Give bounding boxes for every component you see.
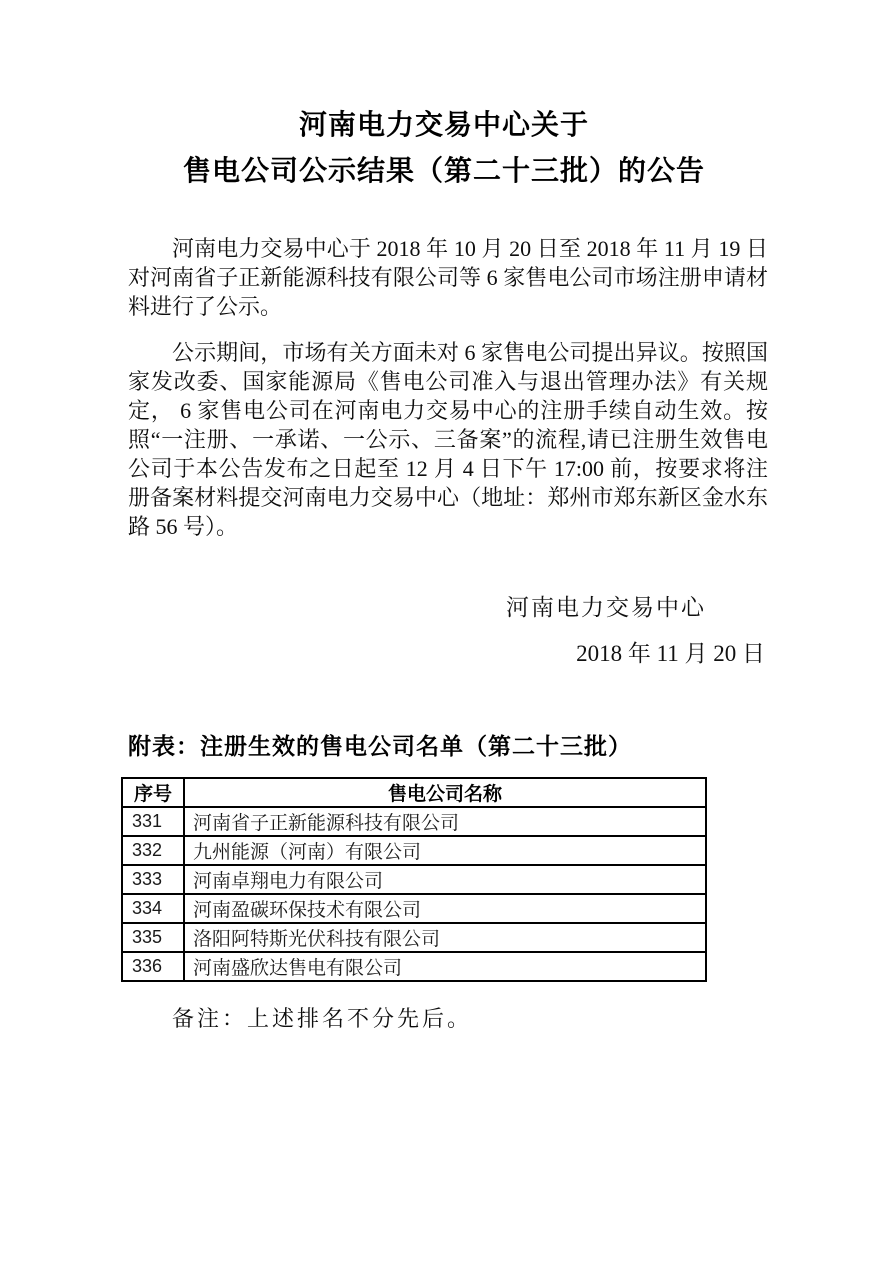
- document-title-line1: 河南电力交易中心关于: [298, 109, 589, 140]
- note: 备注：上述排名不分先后。: [172, 1006, 473, 1031]
- paragraph-1: 河南电力交易中心于 2018 年 10 月 20 日至 2018 年 11 月 19 日对河南省子正新能源科技有限公司等 6 家售电公司市场注册申请材料进行了公示。: [128, 236, 768, 319]
- appendix-title: 附表：注册生效的售电公司名单（第二十三批）: [128, 733, 632, 759]
- paragraph-2: 公示期间，市场有关方面未对 6 家售电公司提出异议。按照国家发改委、国家能源局《售电公司准入与退出管理办法》有关规定， 6 家售电公司在河南电力交易中心的注册手续自动生效。按照“一注册、一承诺、一公示、三备案”的流程,请已注册生效售电公司于本公告发布之日起至 12 月 4 日下午 17:00 前，按要求将注册备案材料提交河南电力交易中心（地址：郑州市郑东新区金水东路 56 号）。: [128, 340, 768, 539]
- table-row: [122, 923, 706, 952]
- serial-cell: 335: [122, 923, 184, 952]
- company-name-cell: 九州能源（河南）有限公司: [184, 836, 706, 865]
- company-name-cell: 河南盈碳环保技术有限公司: [184, 894, 706, 923]
- document-title-line2: 售电公司公示结果（第二十三批）的公告: [182, 155, 705, 186]
- table-header-row: [122, 778, 706, 807]
- document-body: [128, 234, 768, 1033]
- table-row: [122, 894, 706, 923]
- serial-cell: 332: [122, 836, 184, 865]
- company-name-cell: 洛阳阿特斯光伏科技有限公司: [184, 923, 706, 952]
- company-name-cell: 河南省子正新能源科技有限公司: [184, 807, 706, 836]
- col-header-serial: 序号: [122, 778, 184, 807]
- document-title: [0, 0, 888, 194]
- col-header-company-name: 售电公司名称: [184, 778, 706, 807]
- table-row: [122, 865, 706, 894]
- table-row: [122, 836, 706, 865]
- serial-cell: 333: [122, 865, 184, 894]
- signature-date: 2018 年 11 月 20 日: [576, 641, 765, 666]
- serial-cell: 334: [122, 894, 184, 923]
- company-table: [121, 777, 707, 982]
- company-name-cell: 河南盛欣达售电有限公司: [184, 952, 706, 981]
- company-name-cell: 河南卓翔电力有限公司: [184, 865, 706, 894]
- table-row: [122, 952, 706, 981]
- serial-cell: 331: [122, 807, 184, 836]
- signature-org: 河南电力交易中心: [506, 595, 706, 620]
- serial-cell: 336: [122, 952, 184, 981]
- table-row: [122, 807, 706, 836]
